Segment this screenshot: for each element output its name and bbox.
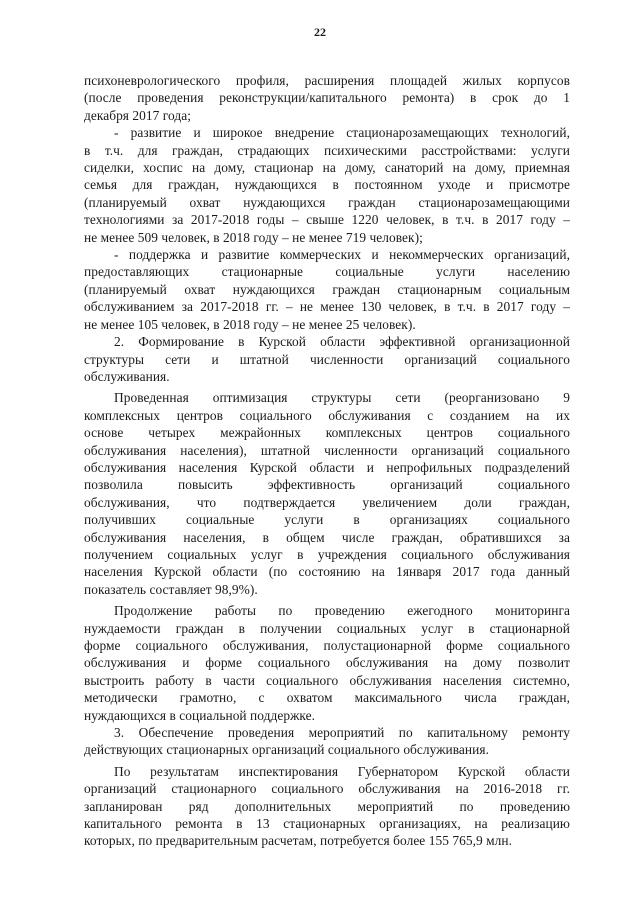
text-line: (после проведения реконструкции/капитального ремонта) в срок до 1 bbox=[84, 90, 570, 106]
text-line: обслуживания, что подтверждается увеличением доли граждан, bbox=[84, 494, 570, 510]
text-line: капитального ремонта в 13 стационарных организациях, на реализацию bbox=[84, 816, 570, 832]
text-line: Проведенная оптимизация структуры сети (реорганизовано 9 bbox=[114, 390, 570, 406]
text-line: нуждающихся в социальной поддержке. bbox=[84, 707, 316, 723]
text-line: семья для граждан, нуждающихся в постоянном уходе и присмотре bbox=[84, 177, 570, 193]
text-line: Продолжение работы по проведению ежегодного мониторинга bbox=[114, 603, 570, 619]
paragraph bbox=[84, 763, 570, 850]
text-line: которых, по предварительным расчетам, потребуется более 155 765,9 млн. bbox=[84, 833, 512, 849]
text-line: (планируемый охват нуждающихся граждан стационарным социальным bbox=[84, 281, 570, 297]
paragraph bbox=[84, 246, 570, 333]
text-line: структуры сети и штатной численности организаций социального bbox=[84, 351, 570, 367]
text-line: обслуживания населения, в общем числе граждан, обратившихся за bbox=[84, 529, 570, 545]
text-line: позволила повысить эффективность организаций социального bbox=[84, 477, 570, 493]
text-line: населения Курской области (по состоянию на 1января 2017 года данный bbox=[84, 564, 570, 580]
text-line: предоставляющих стационарные социальные услуги населению bbox=[84, 264, 570, 280]
paragraph bbox=[84, 602, 570, 724]
text-line: - поддержка и развитие коммерческих и некоммерческих организаций, bbox=[114, 247, 570, 263]
paragraph bbox=[84, 72, 570, 124]
document-body bbox=[84, 72, 570, 850]
text-line: выстроить работу в части социального обслуживания населения системно, bbox=[84, 672, 570, 688]
text-line: основе четырех межрайонных комплексных центров социального bbox=[84, 425, 570, 441]
text-line: 3. Обеспечение проведения мероприятий по капитальному ремонту bbox=[114, 725, 570, 741]
text-line: 2. Формирование в Курской области эффективной организационной bbox=[114, 334, 570, 350]
text-line: технологиями за 2017-2018 годы – свыше 1220 человек, в т.ч. в 2017 году – bbox=[84, 212, 570, 228]
text-line: психоневрологического профиля, расширения площадей жилых корпусов bbox=[84, 73, 570, 88]
text-line: - развитие и широкое внедрение стационарозамещающих технологий, bbox=[114, 125, 570, 141]
text-line: получением социальных услуг в учреждения социального обслуживания bbox=[84, 546, 570, 562]
text-line: обслуживанием за 2017-2018 гг. – не менее 130 человек, в т.ч. в 2017 году – bbox=[84, 299, 570, 315]
text-line: (планируемый охват нуждающихся граждан стационарозамещающими bbox=[84, 194, 570, 210]
paragraph bbox=[84, 333, 570, 385]
page-number: 22 bbox=[314, 25, 326, 39]
text-line: показатель составляет 98,9%). bbox=[84, 581, 258, 597]
text-line: комплексных центров социального обслуживания с созданием на их bbox=[84, 407, 570, 423]
text-line: запланирован ряд дополнительных мероприятий по проведению bbox=[84, 798, 570, 814]
text-line: не менее 509 человек, в 2018 году – не менее 719 человек); bbox=[84, 229, 423, 245]
text-line: в т.ч. для граждан, страдающих психическими расстройствами: услуги bbox=[84, 142, 570, 158]
text-line: получивших социальные услуги в организациях социального bbox=[84, 512, 570, 528]
text-line: действующих стационарных организаций социального обслуживания. bbox=[84, 742, 489, 758]
paragraph bbox=[84, 724, 570, 759]
text-line: сиделки, хоспис на дому, стационар на дому, санаторий на дому, приемная bbox=[84, 160, 570, 176]
text-line: обслуживания населения Курской области и непрофильных подразделений bbox=[84, 459, 570, 475]
text-line: методически грамотно, с охватом максимального числа граждан, bbox=[84, 690, 570, 706]
text-line: обслуживания населения), штатной численности организаций социального bbox=[84, 442, 570, 458]
text-line: декабря 2017 года; bbox=[84, 107, 191, 123]
paragraph bbox=[84, 124, 570, 246]
text-line: По результатам инспектирования Губернатором Курской области bbox=[114, 763, 570, 779]
text-line: организаций стационарного социального обслуживания на 2016-2018 гг. bbox=[84, 781, 570, 797]
text-line: не менее 105 человек, в 2018 году – не менее 25 человек). bbox=[84, 316, 416, 332]
text-line: нуждаемости граждан в получении социальных услуг в стационарной bbox=[84, 620, 570, 636]
text-line: форме социального обслуживания, полустационарной форме социального bbox=[84, 638, 570, 653]
text-line: обслуживания и форме социального обслуживания на дому позволит bbox=[84, 655, 570, 671]
text-line: обслуживания. bbox=[84, 368, 170, 384]
paragraph bbox=[84, 389, 570, 598]
